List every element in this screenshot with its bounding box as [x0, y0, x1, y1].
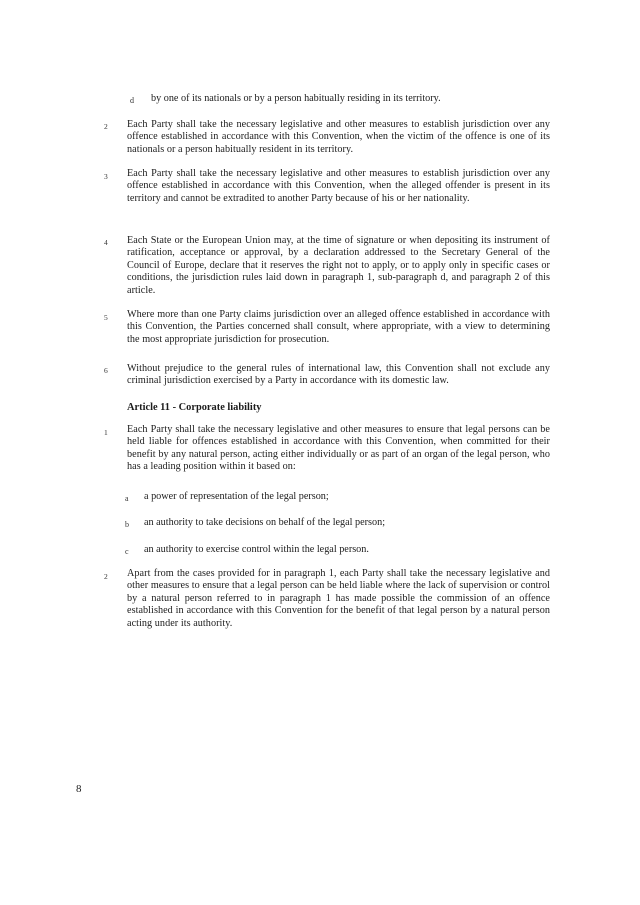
- page-number: 8: [76, 783, 82, 795]
- paragraph-4: Each State or the European Union may, at the time of signature or when depositing its instrument of ratification, acceptance or approval, by a declaration addressed to the Secretary General of the Council of Europe, declare that it reserves the right not to apply, or to apply only in specific cases or conditions, the jurisdiction rules laid down in paragraph 1, sub-paragraph d, and paragraph 2 of this article.: [127, 235, 550, 296]
- sub-item-letter: c: [125, 547, 129, 556]
- article-paragraph-1: Each Party shall take the necessary legislative and other measures to ensure that legal persons can be held liable for offences established in accordance with this Convention, when committed for their benefit by any natural person, acting either individually or as part of an organ of the legal person, who has a leading position within it based on:: [127, 424, 550, 473]
- paragraph-number: 5: [104, 313, 108, 322]
- paragraph-number: 4: [104, 238, 108, 247]
- sub-item-letter: a: [125, 494, 129, 503]
- paragraph-number: 2: [104, 122, 108, 131]
- paragraph-3: Each Party shall take the necessary legislative and other measures to establish jurisdiction over any offence established in accordance with this Convention, when the alleged offender is present in its territory and cannot be extradited to another Party because of his or her nationality.: [127, 168, 550, 204]
- paragraph-6: Without prejudice to the general rules of international law, this Convention shall not exclude any criminal jurisdiction exercised by a Party in accordance with its domestic law.: [127, 363, 550, 387]
- paragraph-number: 3: [104, 172, 108, 181]
- paragraph-2: Each Party shall take the necessary legislative and other measures to establish jurisdiction over any offence established in accordance with this Convention, when the victim of the offence is one of its nationals or a person habitually resident in its territory.: [127, 119, 550, 155]
- paragraph-number: 1: [104, 428, 108, 437]
- sub-item-text: by one of its nationals or by a person habitually residing in its territory.: [151, 93, 441, 104]
- paragraph-5: Where more than one Party claims jurisdiction over an alleged offence established in accordance with this Convention, the Parties concerned shall consult, where appropriate, with a view to determining the most appropriate jurisdiction for prosecution.: [127, 309, 550, 345]
- article-paragraph-2: Apart from the cases provided for in paragraph 1, each Party shall take the necessary legislative and other measures to ensure that a legal person can be held liable where the lack of supervision or control by a natural person referred to in paragraph 1 has made possible the commission of an offence established in accordance with this Convention for the benefit of that legal person by a natural person acting under its authority.: [127, 568, 550, 629]
- sub-item-text: a power of representation of the legal person;: [144, 491, 329, 502]
- paragraph-number: 2: [104, 572, 108, 581]
- article-heading: Article 11 - Corporate liability: [127, 402, 262, 413]
- sub-item-text: an authority to take decisions on behalf of the legal person;: [144, 517, 386, 528]
- sub-item-text: an authority to exercise control within the legal person.: [144, 544, 369, 555]
- paragraph-number: 6: [104, 366, 108, 375]
- sub-item-letter: d: [130, 96, 134, 105]
- sub-item-letter: b: [125, 520, 129, 529]
